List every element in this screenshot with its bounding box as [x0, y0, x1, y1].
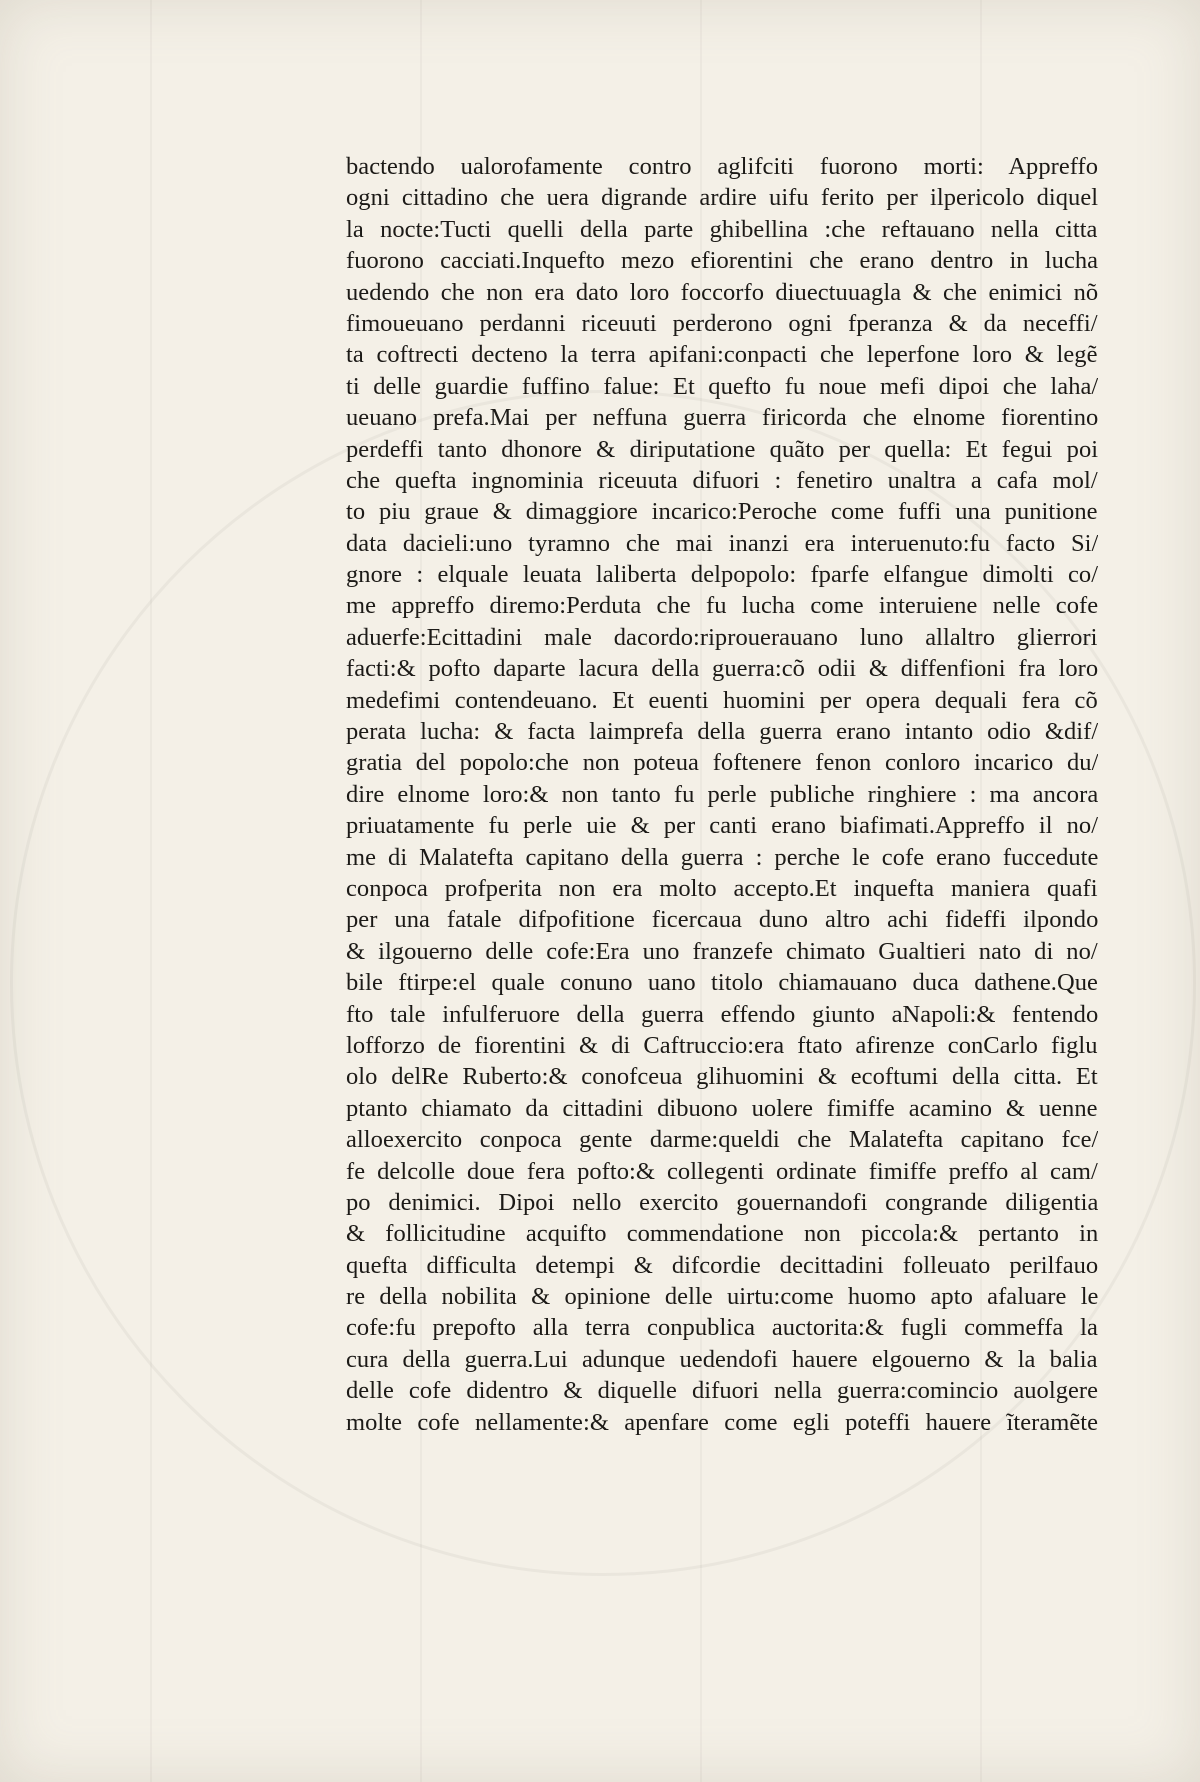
text-line: lofforzo de fiorentini & di Caftruccio:era ftato afirenze conCarlo figlu: [346, 1031, 1098, 1059]
text-line: facti:& pofto daparte lacura della guerra:cõ odii & diffenfioni fra loro: [346, 655, 1098, 683]
text-line: fimoueuano perdanni riceuuti perderono ogni fperanza & da neceffi/: [346, 309, 1098, 337]
text-line: re della nobilita & opinione delle uirtu:come huomo apto afaluare le: [346, 1283, 1098, 1311]
text-line: la nocte:Tucti quelli della parte ghibellina :che reftauano nella citta: [346, 215, 1098, 243]
text-line: me appreffo diremo:Perduta che fu lucha come interuiene nelle cofe: [346, 592, 1098, 620]
text-line: aduerfe:Ecittadini male dacordo:riprouerauano luno allaltro glierrori: [346, 623, 1098, 651]
text-block: [346, 151, 1098, 1438]
text-line: me di Malatefta capitano della guerra : perche le cofe erano fuccedute: [346, 843, 1098, 871]
text-line: quefta difficulta detempi & difcordie decittadini folleuato perilfauo: [346, 1251, 1098, 1279]
text-line: ptanto chiamato da cittadini dibuono uolere fimiffe acamino & uenne: [346, 1094, 1098, 1122]
text-line: & follicitudine acquifto commendatione non piccola:& pertanto in: [346, 1220, 1098, 1248]
text-line: cura della guerra.Lui adunque uedendofi hauere elgouerno & la balia: [346, 1345, 1098, 1373]
text-line: per una fatale difpofitione ficercaua duno altro achi fideffi ilpondo: [346, 906, 1098, 934]
text-line: perata lucha: & facta laimprefa della guerra erano intanto odio &dif/: [346, 718, 1098, 746]
text-line: conpoca profperita non era molto accepto.Et inquefta maniera quafi: [346, 874, 1098, 902]
text-line: delle cofe didentro & diquelle difuori nella guerra:comincio auolgere: [346, 1377, 1098, 1405]
text-line: perdeffi tanto dhonore & diriputatione quãto per quella: Et fegui poi: [346, 435, 1098, 463]
text-line: fuorono cacciati.Inquefto mezo efiorentini che erano dentro in lucha: [346, 247, 1098, 275]
text-line: molte cofe nellamente:& apenfare come egli poteffi hauere ĩteramẽte: [346, 1408, 1098, 1436]
text-line: data dacieli:uno tyramno che mai inanzi era interuenuto:fu facto Si/: [346, 529, 1098, 557]
text-line: che quefta ingnominia riceuuta difuori : fenetiro unaltra a cafa mol/: [346, 466, 1098, 494]
text-line: uedendo che non era dato loro foccorfo diuectuuagla & che enimici nõ: [346, 278, 1098, 306]
text-line: ta coftrecti decteno la terra apifani:conpacti che leperfone loro & legẽ: [346, 341, 1098, 369]
text-line: bactendo ualorofamente contro aglifciti fuorono morti: Appreffo: [346, 153, 1098, 180]
text-line: fto tale infulferuore della guerra effendo giunto aNapoli:& fentendo: [346, 1000, 1098, 1028]
text-line: & ilgouerno delle cofe:Era uno franzefe chimato Gualtieri nato di no/: [346, 937, 1098, 965]
text-line: dire elnome loro:& non tanto fu perle publiche ringhiere : ma ancora: [346, 780, 1098, 808]
text-line: medefimi contendeuano. Et euenti huomini per opera dequali fera cõ: [346, 686, 1098, 714]
text-line: ueuano prefa.Mai per neffuna guerra firicorda che elnome fiorentino: [346, 404, 1098, 432]
text-line: bile ftirpe:el quale conuno uano titolo chiamauano duca dathene.Que: [346, 969, 1098, 997]
text-line: ogni cittadino che uera digrande ardire uifu ferito per ilpericolo diquel: [346, 184, 1098, 212]
text-line: ti delle guardie fuffino falue: Et quefto fu noue mefi dipoi che laha/: [346, 372, 1098, 400]
text-line: cofe:fu prepofto alla terra conpublica auctorita:& fugli commeffa la: [346, 1314, 1098, 1342]
text-line: priuatamente fu perle uie & per canti erano biafimati.Appreffo il no/: [346, 812, 1098, 840]
text-line: olo delRe Ruberto:& conofceua glihuomini & ecoftumi della citta. Et: [346, 1063, 1098, 1091]
text-line: fe delcolle doue fera pofto:& collegenti ordinate fimiffe preffo al cam/: [346, 1157, 1098, 1185]
text-line: gratia del popolo:che non poteua foftenere fenon conloro incarico du/: [346, 749, 1098, 777]
text-line: alloexercito conpoca gente darme:queldi che Malatefta capitano fce/: [346, 1126, 1098, 1154]
text-line: po denimici. Dipoi nello exercito gouernandofi congrande diligentia: [346, 1188, 1098, 1216]
text-line: gnore : elquale leuata laliberta delpopolo: fparfe elfangue dimolti co/: [346, 561, 1098, 589]
paper-chain-line: [150, 0, 152, 1782]
text-line: to piu graue & dimaggiore incarico:Peroche come fuffi una punitione: [346, 498, 1098, 526]
